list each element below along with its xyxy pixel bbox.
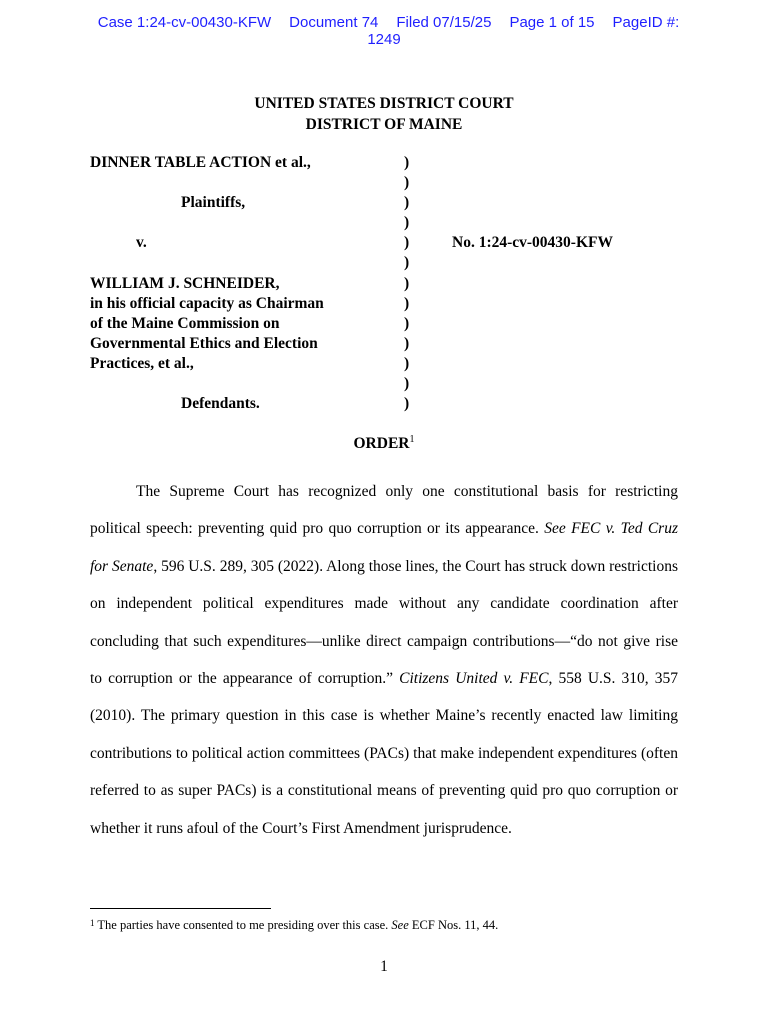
footnote-signal: See (391, 918, 409, 932)
case-number: Case 1:24-cv-00430-KFW (97, 14, 272, 31)
caption-paren: ) (404, 314, 410, 332)
defendant-name: WILLIAM J. SCHNEIDER, (90, 274, 280, 292)
page-number: 1 (380, 958, 388, 975)
versus: v. (136, 234, 147, 252)
defendant-capacity: of the Maine Commission on (90, 314, 280, 332)
filed-date: Filed 07/15/25 (396, 14, 492, 31)
caption-paren: ) (404, 174, 410, 192)
filing-header (0, 14, 768, 48)
caption-paren: ) (404, 274, 410, 292)
order-title (0, 434, 768, 453)
caption-row (90, 233, 690, 253)
caption-paren: ) (404, 214, 410, 232)
body-sentence: , 596 U.S. 289, 305 (2022). Along those lines, the Court has struck down restrictions on independent political expenditures made without any candidate coordination after concluding that such expenditures—unlike direct campaign contributions—“do not give rise to corruption or the appearance of corruption.” (90, 557, 679, 688)
plaintiffs-label: Plaintiffs, (181, 194, 246, 212)
caption-row (90, 334, 690, 354)
pageid-label: PageID #: (612, 14, 680, 31)
defendants-label: Defendants. (181, 395, 260, 413)
defendant-capacity: Practices, et al., (90, 354, 194, 372)
caption-paren: ) (404, 334, 410, 352)
caption-paren: ) (404, 194, 410, 212)
plaintiff-name: DINNER TABLE ACTION et al., (90, 154, 311, 171)
caption-paren: ) (404, 294, 410, 312)
caption-row (90, 253, 690, 273)
body-paragraph (90, 473, 678, 847)
court-heading (0, 93, 768, 135)
document-number: Document 74 (289, 14, 379, 31)
caption-paren: ) (404, 354, 410, 372)
court-district: DISTRICT OF MAINE (305, 116, 463, 133)
footnote-text: The parties have consented to me presiding over this case. (94, 918, 392, 932)
body-sentence: , 558 U.S. 310, 357 (2010). The primary question in this case is whether Maine’s recently enacted law limiting contributions to political action committees (PACs) that make independent expenditures (often referred to as super PACs) is a constitutional means of preventing quid pro quo corruption or whether it runs afoul of the Court’s First Amendment jurisprudence. (90, 670, 678, 837)
page-count: Page 1 of 15 (509, 14, 595, 31)
order-title-text: ORDER (353, 435, 410, 452)
caption-row (90, 173, 690, 193)
court-name: UNITED STATES DISTRICT COURT (254, 95, 514, 112)
body-sentence: The Supreme Court has recognized only one constitutional basis for restricting political speech: preventing quid pro quo corruption or its appearance. (90, 483, 678, 538)
caption-row (90, 294, 690, 314)
footnote (90, 915, 690, 933)
defendant-capacity: Governmental Ethics and Election (90, 334, 318, 352)
footnote-divider (90, 908, 271, 909)
filing-header-line (0, 14, 768, 31)
caption-row (90, 153, 690, 173)
caption-row (90, 314, 690, 334)
footnote-ref[interactable]: 1 (409, 434, 415, 445)
caption-row (90, 374, 690, 394)
caption-paren: ) (404, 254, 410, 272)
defendant-capacity: in his official capacity as Chairman (90, 294, 324, 312)
caption-row (90, 354, 690, 374)
caption-row (90, 274, 690, 294)
docket-number: No. 1:24-cv-00430-KFW (452, 234, 613, 252)
footnote-cite: ECF Nos. 11, 44. (408, 918, 499, 932)
caption-row (90, 213, 690, 233)
caption-row (90, 193, 690, 213)
order-body (90, 473, 678, 847)
caption-paren: ) (404, 154, 410, 171)
citation-case-name: See FEC v. Ted Cruz for Senate (90, 520, 678, 575)
case-caption (90, 153, 690, 414)
citation-case-name: Citizens United v. FEC (399, 670, 549, 688)
footnote-marker: 1 (90, 918, 95, 928)
pageid-value: 1249 (367, 31, 401, 48)
caption-row (90, 394, 690, 414)
caption-paren: ) (404, 375, 410, 393)
caption-paren: ) (404, 234, 410, 252)
caption-paren: ) (404, 395, 410, 413)
